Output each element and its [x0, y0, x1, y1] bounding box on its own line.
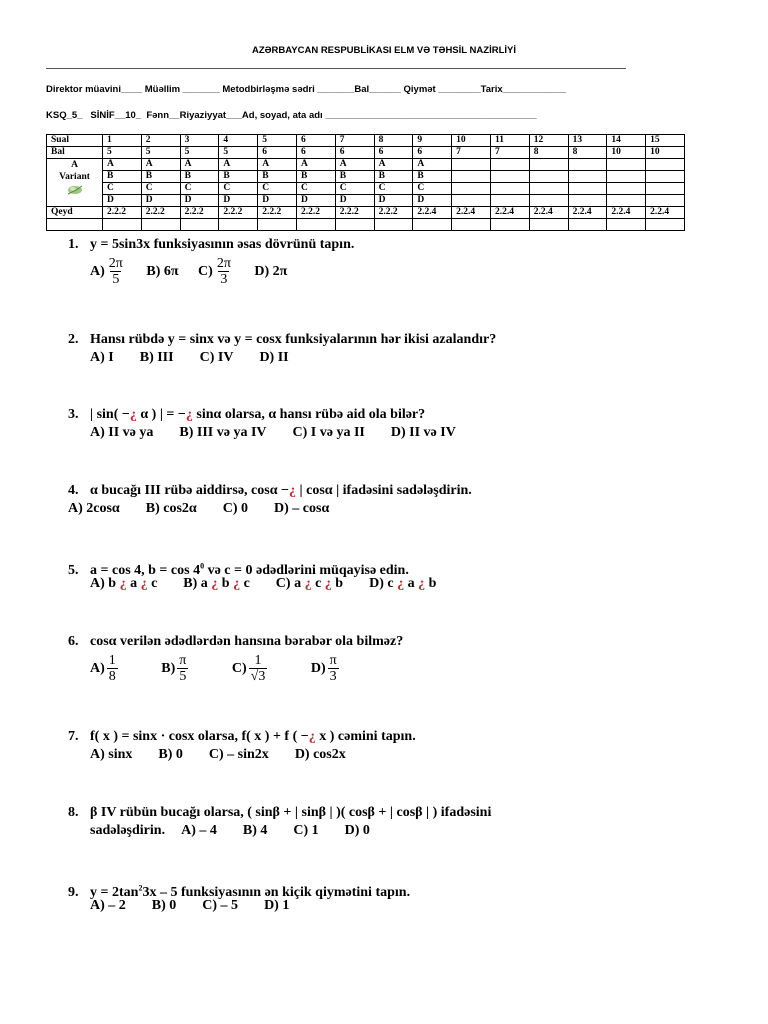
- points-cell: 10: [607, 147, 646, 159]
- variant-cell: [47, 159, 103, 207]
- answer-options: [90, 575, 454, 593]
- note-cell: 2.2.4: [413, 207, 452, 219]
- option-row: [47, 183, 685, 195]
- answer-options: [90, 897, 307, 915]
- option-a[interactable]: A) – 4: [181, 823, 217, 838]
- points-cell: 5: [103, 147, 142, 159]
- question-number-cell: 11: [490, 135, 529, 147]
- option-d[interactable]: D) II: [259, 350, 289, 365]
- points-cell: 6: [335, 147, 374, 159]
- option-c[interactable]: C) 1: [293, 823, 319, 838]
- note-cell: 2.2.2: [180, 207, 219, 219]
- note-cell: 2.2.2: [296, 207, 335, 219]
- leaf-icon: [65, 183, 85, 197]
- points-cell: 7: [452, 147, 491, 159]
- note-cell: 2.2.2: [258, 207, 297, 219]
- question-9: [68, 879, 411, 913]
- fraction: $\frac{\pi}{5}$: [179, 653, 187, 684]
- option-cell: [568, 171, 607, 183]
- question-text: f( x ) = sinx · cosx olarsa, f( x ) + f ( −¿ x ) cəmini tapın.: [90, 729, 416, 744]
- question-number-cell: 4: [219, 135, 258, 147]
- option-cell: D: [335, 195, 374, 207]
- option-cell: A: [219, 159, 258, 171]
- points-cell: 6: [374, 147, 413, 159]
- empty-cell: [47, 219, 103, 231]
- note-cell: 2.2.2: [141, 207, 180, 219]
- row-label: Qeyd: [47, 207, 103, 219]
- answer-grid: [46, 134, 685, 231]
- option-cell: [490, 183, 529, 195]
- note-cell: 2.2.2: [374, 207, 413, 219]
- option-cell: C: [413, 183, 452, 195]
- option-cell: A: [103, 159, 142, 171]
- question-number-cell: 6: [296, 135, 335, 147]
- option-c[interactable]: C) $\frac{1}{√3}$: [231, 653, 266, 684]
- question-6: [68, 633, 404, 684]
- question-4: [68, 482, 472, 516]
- question-text: a = cos 4, $b = \cos 4^0$ və c = 0 ədədlərini müqayisə edin.: [90, 561, 409, 578]
- option-cell: C: [103, 183, 142, 195]
- question-2: [68, 331, 497, 365]
- option-b[interactable]: B) 6π: [146, 263, 179, 279]
- option-cell: B: [180, 171, 219, 183]
- option-d[interactable]: D) – cosα: [274, 501, 330, 516]
- option-b[interactable]: B) $\frac{\pi}{5}$: [161, 653, 187, 684]
- question-3: [68, 406, 456, 440]
- option-c[interactable]: C) IV: [199, 350, 234, 365]
- note-cell: 2.2.2: [219, 207, 258, 219]
- ministry-title: AZƏRBAYCAN RESPUBLİKASI ELM VƏ TƏHSİL NAZİRLİYİ: [251, 45, 516, 56]
- option-cell: C: [374, 183, 413, 195]
- note-cell: 2.2.2: [335, 207, 374, 219]
- option-cell: B: [296, 171, 335, 183]
- variant-letter: A: [71, 160, 78, 170]
- option-cell: [568, 159, 607, 171]
- option-d[interactable]: D) $\frac{\pi}{3}$: [310, 653, 337, 684]
- option-cell: [529, 171, 568, 183]
- option-c[interactable]: C) $\frac{2\pi}{3}$: [198, 256, 231, 287]
- empty-cell: [452, 219, 491, 231]
- question-number-cell: 1: [103, 135, 142, 147]
- option-a[interactable]: A) I: [90, 350, 114, 365]
- option-a[interactable]: A) sinx: [90, 747, 133, 762]
- option-cell: A: [141, 159, 180, 171]
- option-cell: [452, 195, 491, 207]
- option-cell: A: [258, 159, 297, 171]
- option-b[interactable]: B) a ¿ b ¿ c: [183, 576, 250, 591]
- row-label: Bal: [47, 147, 103, 159]
- question-7: [68, 728, 416, 762]
- question-number: 1.: [68, 237, 79, 252]
- option-c[interactable]: C) 0: [222, 501, 249, 516]
- question-number: 8.: [68, 805, 79, 820]
- option-cell: [529, 195, 568, 207]
- note-cell: 2.2.4: [529, 207, 568, 219]
- question-number-cell: 15: [646, 135, 685, 147]
- question-text: β IV rübün bucağı olarsa, ( sinβ + | sinβ | )( cosβ + | cosβ | ) ifadəsini: [90, 805, 492, 820]
- question-number-cell: 3: [180, 135, 219, 147]
- option-row: [47, 195, 685, 207]
- option-cell: [452, 159, 491, 171]
- points-cell: 5: [219, 147, 258, 159]
- question-number: 5.: [68, 562, 79, 578]
- points-cell: 5: [180, 147, 219, 159]
- option-cell: [452, 171, 491, 183]
- option-c[interactable]: C) I və ya II: [292, 425, 365, 440]
- option-b[interactable]: B) cos2α: [145, 501, 197, 516]
- option-d[interactable]: D) 1: [264, 898, 290, 913]
- answer-options: [68, 500, 347, 518]
- option-cell: [490, 159, 529, 171]
- empty-cell: [335, 219, 374, 231]
- answer-options: [90, 256, 287, 287]
- option-cell: [607, 195, 646, 207]
- option-c[interactable]: C) a ¿ c ¿ b: [275, 576, 344, 591]
- option-cell: [529, 183, 568, 195]
- points-cell: 6: [413, 147, 452, 159]
- option-cell: D: [296, 195, 335, 207]
- option-d[interactable]: D) cos2x: [294, 747, 346, 762]
- question-text: cosα verilən ədədlərdən hansına bərabər ola bilməz?: [90, 634, 404, 649]
- answer-options: [90, 653, 341, 684]
- option-a[interactable]: A) $\frac{1}{8}$: [90, 653, 116, 684]
- answer-options: [90, 746, 364, 764]
- points-cell: 6: [258, 147, 297, 159]
- points-row: [47, 147, 685, 159]
- option-cell: B: [219, 171, 258, 183]
- fraction: $\frac{2\pi}{5}$: [108, 256, 123, 287]
- question-text: | sin( −¿ α ) | = −¿ sinα olarsa, α hansı rübə aid ola bilər?: [90, 407, 426, 422]
- empty-cell: [296, 219, 335, 231]
- option-cell: [490, 195, 529, 207]
- staff-line: Direktor müavini____ Müəllim _______ Metodbirləşmə sədri _______Bal______ Qiymət ________Tarix____________: [46, 84, 567, 95]
- empty-cell: [141, 219, 180, 231]
- points-cell: 5: [141, 147, 180, 159]
- row-label: Sual: [47, 135, 103, 147]
- option-cell: [529, 159, 568, 171]
- empty-cell: [180, 219, 219, 231]
- question-number-cell: 7: [335, 135, 374, 147]
- option-cell: C: [219, 183, 258, 195]
- fraction: $\frac{2\pi}{3}$: [216, 256, 231, 287]
- question-1: [68, 236, 355, 287]
- option-cell: C: [296, 183, 335, 195]
- option-c[interactable]: C) – sin2x: [208, 747, 269, 762]
- option-cell: B: [258, 171, 297, 183]
- option-cell: A: [413, 159, 452, 171]
- option-cell: [607, 159, 646, 171]
- option-cell: [646, 159, 685, 171]
- option-cell: D: [141, 195, 180, 207]
- question-number: 6.: [68, 634, 79, 649]
- empty-cell: [413, 219, 452, 231]
- option-cell: C: [141, 183, 180, 195]
- option-cell: [607, 183, 646, 195]
- question-number-cell: 8: [374, 135, 413, 147]
- option-cell: D: [374, 195, 413, 207]
- question-number-cell: 10: [452, 135, 491, 147]
- option-cell: [490, 171, 529, 183]
- question-number-cell: 5: [258, 135, 297, 147]
- note-row: [47, 207, 685, 219]
- option-cell: A: [180, 159, 219, 171]
- empty-row: [47, 219, 685, 231]
- note-cell: 2.2.4: [568, 207, 607, 219]
- empty-cell: [607, 219, 646, 231]
- option-cell: [568, 195, 607, 207]
- option-cell: B: [335, 171, 374, 183]
- option-cell: A: [335, 159, 374, 171]
- option-a[interactable]: A) $\frac{2\pi}{5}$: [90, 256, 123, 287]
- empty-cell: [219, 219, 258, 231]
- points-cell: 8: [529, 147, 568, 159]
- note-cell: 2.2.2: [103, 207, 142, 219]
- question-number: 2.: [68, 332, 79, 347]
- variant-label: Variant: [59, 172, 90, 182]
- question-text-continued: sadələşdirin.: [90, 823, 166, 838]
- empty-cell: [490, 219, 529, 231]
- question-text: α bucağı III rübə aiddirsə, cosα −¿ | cosα | ifadəsini sadələşdirin.: [90, 483, 472, 498]
- question-number: 4.: [68, 483, 79, 498]
- option-cell: B: [413, 171, 452, 183]
- option-cell: A: [374, 159, 413, 171]
- question-number: 9.: [68, 884, 79, 900]
- question-number: 7.: [68, 729, 79, 744]
- option-b[interactable]: B) 0: [151, 898, 177, 913]
- option-a[interactable]: A) II və ya: [90, 425, 154, 440]
- question-number-cell: 14: [607, 135, 646, 147]
- note-cell: 2.2.4: [646, 207, 685, 219]
- question-8: [68, 804, 492, 838]
- option-cell: A: [296, 159, 335, 171]
- option-cell: [646, 195, 685, 207]
- empty-cell: [374, 219, 413, 231]
- note-cell: 2.2.4: [490, 207, 529, 219]
- option-cell: D: [258, 195, 297, 207]
- option-b[interactable]: B) III və ya IV: [179, 425, 267, 440]
- question-text: y = 5sin3x funksiyasının əsas dövrünü tapın.: [90, 237, 355, 252]
- option-b[interactable]: B) 4: [242, 823, 268, 838]
- answer-options: [90, 822, 388, 840]
- option-a[interactable]: A) 2cosα: [68, 501, 120, 516]
- empty-cell: [646, 219, 685, 231]
- option-cell: [452, 183, 491, 195]
- question-number: 3.: [68, 407, 79, 422]
- empty-cell: [529, 219, 568, 231]
- points-cell: 8: [568, 147, 607, 159]
- note-cell: 2.2.4: [452, 207, 491, 219]
- question-number-cell: 13: [568, 135, 607, 147]
- option-cell: C: [258, 183, 297, 195]
- option-cell: [646, 171, 685, 183]
- question-number-cell: 12: [529, 135, 568, 147]
- question-number-cell: 9: [413, 135, 452, 147]
- empty-cell: [568, 219, 607, 231]
- option-a[interactable]: A) – 2: [90, 898, 126, 913]
- option-d[interactable]: D) 0: [344, 823, 370, 838]
- option-cell: D: [219, 195, 258, 207]
- option-cell: C: [335, 183, 374, 195]
- fraction: $\frac{1}{8}$: [108, 653, 116, 684]
- option-d[interactable]: D) 2π: [254, 263, 288, 279]
- fraction: $\frac{\pi}{3}$: [329, 653, 337, 684]
- option-a[interactable]: A) b ¿ a ¿ c: [90, 576, 158, 591]
- option-b[interactable]: B) 0: [158, 747, 183, 762]
- question-number-row: [47, 135, 685, 147]
- option-cell: D: [103, 195, 142, 207]
- option-cell: [607, 171, 646, 183]
- option-row: [47, 171, 685, 183]
- option-cell: D: [413, 195, 452, 207]
- answer-options: [90, 349, 307, 367]
- option-cell: C: [180, 183, 219, 195]
- option-cell: [568, 183, 607, 195]
- fraction: $\frac{1}{√3}$: [250, 653, 266, 684]
- title-divider: [46, 68, 626, 69]
- option-cell: [646, 183, 685, 195]
- student-line: KSQ_5_ SİNİF__10_ Fənn__Riyaziyyat___Ad, soyad, ata adı ________________________________________: [46, 110, 537, 121]
- points-cell: 10: [646, 147, 685, 159]
- option-d[interactable]: D) c ¿ a ¿ b: [369, 576, 437, 591]
- question-5: [68, 557, 437, 591]
- option-d[interactable]: D) II və IV: [390, 425, 456, 440]
- points-cell: 6: [296, 147, 335, 159]
- option-cell: B: [103, 171, 142, 183]
- option-b[interactable]: B) III: [139, 350, 174, 365]
- empty-cell: [103, 219, 142, 231]
- question-text: Hansı rübdə y = sinx və y = cosx funksiyalarının hər ikisi azalandır?: [90, 332, 497, 347]
- empty-cell: [258, 219, 297, 231]
- option-cell: D: [180, 195, 219, 207]
- option-row: [47, 159, 685, 171]
- option-c[interactable]: C) – 5: [202, 898, 239, 913]
- answer-options: [90, 424, 474, 442]
- points-cell: 7: [490, 147, 529, 159]
- question-number-cell: 2: [141, 135, 180, 147]
- question-text: $y = 2\tan^23x - 5$ funksiyasının ən kiçik qiymətini tapın.: [90, 883, 411, 900]
- note-cell: 2.2.4: [607, 207, 646, 219]
- option-cell: B: [374, 171, 413, 183]
- option-cell: B: [141, 171, 180, 183]
